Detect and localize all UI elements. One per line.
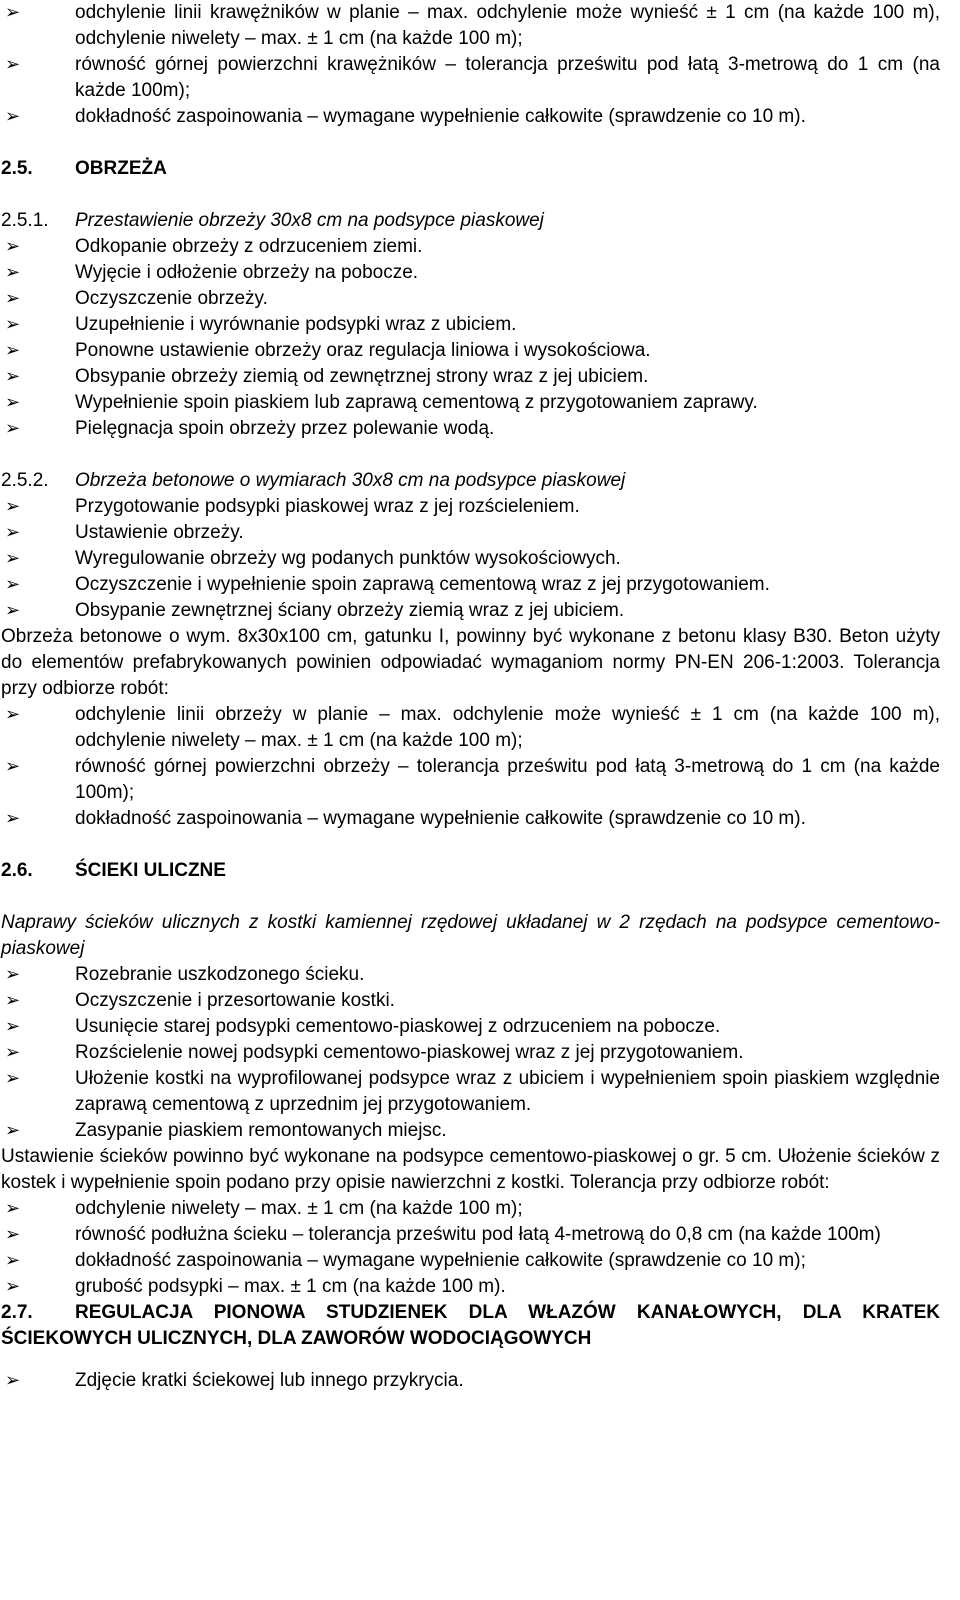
- list-item: ➢ dokładność zaspoinowania – wymagane wypełnienie całkowite (sprawdzenie co 10 m);: [1, 1248, 940, 1274]
- list-item: ➢ Rozścielenie nowej podsypki cementowo-piaskowej wraz z jej przygotowaniem.: [1, 1040, 940, 1066]
- list-item: ➢ równość górnej powierzchni krawężników – tolerancja prześwitu pod łatą 3-metrową do 1 cm (na każde 100m);: [1, 52, 940, 104]
- section-title: OBRZEŻA: [75, 158, 167, 179]
- list-item: ➢ dokładność zaspoinowania – wymagane wypełnienie całkowite (sprawdzenie co 10 m).: [1, 806, 940, 832]
- list-item: ➢ Odkopanie obrzeży z odrzuceniem ziemi.: [1, 234, 940, 260]
- section-number: 2.6.: [1, 860, 33, 881]
- section-heading-2-6: [1, 858, 940, 884]
- list-item: ➢ Ustawienie obrzeży.: [1, 520, 940, 546]
- list-item: ➢ Obsypanie zewnętrznej ściany obrzeży ziemią wraz z jej ubiciem.: [1, 598, 940, 624]
- subsection-title: Obrzeża betonowe o wymiarach 30x8 cm na podsypce piaskowej: [75, 470, 626, 491]
- list-item: ➢ Obsypanie obrzeży ziemią od zewnętrznej strony wraz z jej ubiciem.: [1, 364, 940, 390]
- work-steps-list: [1, 1368, 940, 1394]
- paragraph: Obrzeża betonowe o wym. 8x30x100 cm, gatunku I, powinny być wykonane z betonu klasy B30. Beton użyty do elementów prefabrykowanych powinien odpowiadać wymaganiom normy PN-EN 206-1:2003. Tolerancja przy odbiorze robót:: [1, 626, 940, 699]
- list-item: ➢ Ponowne ustawienie obrzeży oraz regulacja liniowa i wysokościowa.: [1, 338, 940, 364]
- list-item: ➢ grubość podsypki – max. ± 1 cm (na każde 100 m).: [1, 1274, 940, 1300]
- tolerance-list: [1, 1196, 940, 1300]
- work-steps-list: [1, 962, 940, 1144]
- list-item: ➢ równość podłużna ścieku – tolerancja prześwitu pod łatą 4-metrową do 0,8 cm (na każde 100m): [1, 1222, 940, 1248]
- section-number: 2.5.: [1, 158, 33, 179]
- list-item: ➢ odchylenie linii obrzeży w planie – max. odchylenie może wynieść ± 1 cm (na każde 100 m), odchylenie niwelety – max. ± 1 cm (na każde 100 m);: [1, 702, 940, 754]
- list-item: ➢ Usunięcie starej podsypki cementowo-piaskowej z odrzuceniem na pobocze.: [1, 1014, 940, 1040]
- work-steps-list: [1, 234, 940, 442]
- work-steps-list: [1, 494, 940, 624]
- section-intro: Naprawy ścieków ulicznych z kostki kamiennej rzędowej układanej w 2 rzędach na podsypce cementowo-piaskowej: [1, 912, 940, 959]
- subsection-heading-2-5-2: [1, 468, 940, 494]
- list-item: ➢ Zdjęcie kratki ściekowej lub innego przykrycia.: [1, 1368, 940, 1394]
- list-item: ➢ Oczyszczenie obrzeży.: [1, 286, 940, 312]
- section-heading-2-7: [1, 1300, 940, 1352]
- tolerance-list: [1, 702, 940, 832]
- paragraph: Ustawienie ścieków powinno być wykonane na podsypce cementowo-piaskowej o gr. 5 cm. Ułożenie ścieków z kostek i wypełnienie spoin podano przy opisie nawierzchni z kostki. Tolerancja przy odbiorze robót:: [1, 1146, 940, 1193]
- list-item: ➢ Przygotowanie podsypki piaskowej wraz z jej rozścieleniem.: [1, 494, 940, 520]
- list-item: ➢ Uzupełnienie i wyrównanie podsypki wraz z ubiciem.: [1, 312, 940, 338]
- list-item: ➢ Wyregulowanie obrzeży wg podanych punktów wysokościowych.: [1, 546, 940, 572]
- subsection-number: 2.5.2.: [1, 470, 49, 491]
- section-heading-2-5: [1, 156, 940, 182]
- list-item: ➢ Oczyszczenie i przesortowanie kostki.: [1, 988, 940, 1014]
- list-item: ➢ odchylenie linii krawężników w planie – max. odchylenie może wynieść ± 1 cm (na każde 100 m), odchylenie niwelety – max. ± 1 cm (na każde 100 m);: [1, 0, 940, 52]
- list-item: ➢ Rozebranie uszkodzonego ścieku.: [1, 962, 940, 988]
- subsection-title: Przestawienie obrzeży 30x8 cm na podsypce piaskowej: [75, 210, 544, 231]
- subsection-number: 2.5.1.: [1, 210, 49, 231]
- subsection-heading-2-5-1: [1, 208, 940, 234]
- list-item: ➢ Ułożenie kostki na wyprofilowanej podsypce wraz z ubiciem i wypełnieniem spoin piaskiem względnie zaprawą cementową z uprzednim jej przygotowaniem.: [1, 1066, 940, 1118]
- list-item: ➢ równość górnej powierzchni obrzeży – tolerancja prześwitu pod łatą 3-metrową do 1 cm (na każde 100m);: [1, 754, 940, 806]
- list-item: ➢ Wypełnienie spoin piaskiem lub zaprawą cementową z przygotowaniem zaprawy.: [1, 390, 940, 416]
- section-number: 2.7.: [1, 1302, 33, 1323]
- list-item: ➢ Wyjęcie i odłożenie obrzeży na pobocze.: [1, 260, 940, 286]
- list-item: ➢ odchylenie niwelety – max. ± 1 cm (na każde 100 m);: [1, 1196, 940, 1222]
- list-item: ➢ Oczyszczenie i wypełnienie spoin zaprawą cementową wraz z jej przygotowaniem.: [1, 572, 940, 598]
- section-title: REGULACJA PIONOWA STUDZIENEK DLA WŁAZÓW KANAŁOWYCH, DLA KRATEK ŚCIEKOWYCH ULICZNYCH, DLA ZAWORÓW WODOCIĄGOWYCH: [1, 1302, 940, 1349]
- list-item: ➢ dokładność zaspoinowania – wymagane wypełnienie całkowite (sprawdzenie co 10 m).: [1, 104, 940, 130]
- intro-list: [1, 0, 940, 130]
- section-title: ŚCIEKI ULICZNE: [75, 860, 226, 881]
- list-item: ➢ Pielęgnacja spoin obrzeży przez polewanie wodą.: [1, 416, 940, 442]
- list-item: ➢ Zasypanie piaskiem remontowanych miejsc.: [1, 1118, 940, 1144]
